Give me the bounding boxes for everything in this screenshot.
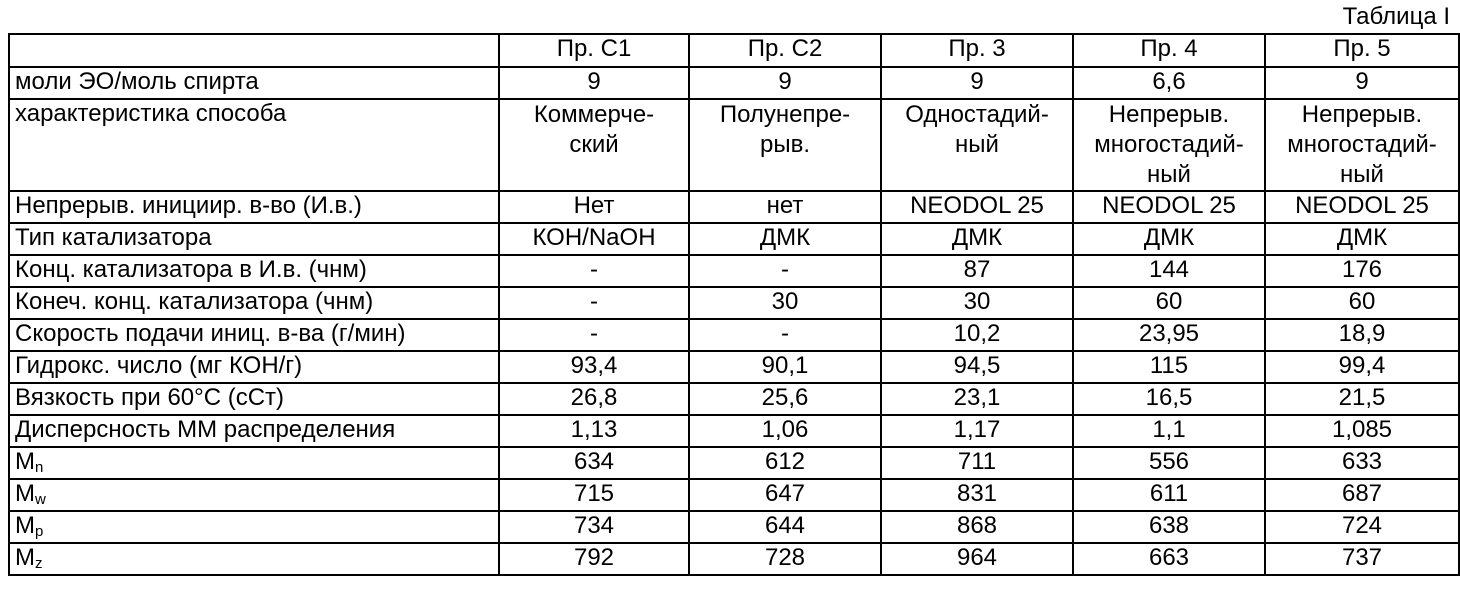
row-label-text: M: [15, 512, 35, 539]
table-cell: 60: [1073, 287, 1265, 319]
row-label-text: Конеч. конц. катализатора (чнм): [15, 288, 374, 315]
row-label-text: Конц. катализатора в И.в. (чнм): [15, 256, 367, 283]
row-label-text: Скорость подачи иниц. в-ва (г/мин): [15, 320, 406, 347]
table-cell: 634: [499, 447, 689, 479]
header-corner-cell: [9, 34, 499, 67]
table-cell: 868: [881, 511, 1073, 543]
table-cell: ДМК: [689, 223, 881, 255]
table-cell: 715: [499, 479, 689, 511]
data-table: [8, 33, 1460, 576]
table-cell-line: Непрерыв.: [1301, 101, 1423, 128]
table-cell: 94,5: [881, 351, 1073, 383]
table-cell: 25,6: [689, 383, 881, 415]
table-cell: 115: [1073, 351, 1265, 383]
table-row: [9, 223, 1459, 255]
table-body: [9, 34, 1459, 575]
table-row: [9, 351, 1459, 383]
table-cell-line: многостадий-: [1094, 131, 1244, 158]
row-label: [9, 287, 499, 319]
table-cell: 18,9: [1265, 319, 1459, 351]
table-cell: 633: [1265, 447, 1459, 479]
table-cell-line: рыв.: [759, 131, 810, 158]
table-cell: 60: [1265, 287, 1459, 319]
table-cell: 6,6: [1073, 67, 1265, 99]
row-label-text: Непрерыв. инициир. в-во (И.в.): [15, 192, 362, 219]
table-row: [9, 191, 1459, 223]
table-cell: 638: [1073, 511, 1265, 543]
table-cell: 687: [1265, 479, 1459, 511]
row-label-subscript: p: [35, 523, 44, 540]
row-label: [9, 223, 499, 255]
row-label-subscript: z: [35, 555, 43, 572]
table-cell: 21,5: [1265, 383, 1459, 415]
row-label: [9, 511, 499, 543]
table-cell: ДМК: [1073, 223, 1265, 255]
table-cell: 176: [1265, 255, 1459, 287]
table-cell: [689, 99, 881, 191]
column-header: Пр. С1: [499, 34, 689, 67]
table-row: [9, 447, 1459, 479]
table-cell-line: ный: [1340, 161, 1384, 188]
table-row: [9, 479, 1459, 511]
table-cell: ДМК: [881, 223, 1073, 255]
table-cell: 647: [689, 479, 881, 511]
table-cell: нет: [689, 191, 881, 223]
row-label: [9, 351, 499, 383]
table-row: [9, 511, 1459, 543]
table-cell: 556: [1073, 447, 1265, 479]
row-label: [9, 255, 499, 287]
table-caption: Таблица I: [1342, 3, 1450, 30]
table-cell: 144: [1073, 255, 1265, 287]
column-header: Пр. 5: [1265, 34, 1459, 67]
table-cell: 644: [689, 511, 881, 543]
table-cell: 9: [881, 67, 1073, 99]
table-cell-line: Непрерыв.: [1108, 101, 1230, 128]
table-cell: 9: [1265, 67, 1459, 99]
table-cell: -: [499, 287, 689, 319]
table-cell: 792: [499, 543, 689, 575]
table-cell-line: ный: [955, 131, 999, 158]
table-cell: 16,5: [1073, 383, 1265, 415]
table-cell: 1,1: [1073, 415, 1265, 447]
table-cell-line: Одностадий-: [905, 101, 1049, 128]
table-cell: 711: [881, 447, 1073, 479]
table-cell: 1,085: [1265, 415, 1459, 447]
row-label-text: характеристика способа: [15, 100, 287, 127]
table-cell: NEODOL 25: [1073, 191, 1265, 223]
table-cell: 1,13: [499, 415, 689, 447]
row-label-text: Тип катализатора: [15, 224, 212, 251]
table-cell: 23,1: [881, 383, 1073, 415]
table-cell: 99,4: [1265, 351, 1459, 383]
table-cell: 612: [689, 447, 881, 479]
row-label: [9, 447, 499, 479]
table-row: [9, 255, 1459, 287]
header-row: [9, 34, 1459, 67]
row-label-text: M: [15, 448, 35, 475]
table-cell: -: [689, 255, 881, 287]
table-cell: КОН/NaOH: [499, 223, 689, 255]
table-cell: 737: [1265, 543, 1459, 575]
row-label-subscript: w: [35, 491, 46, 508]
table-cell: 30: [689, 287, 881, 319]
table-cell: 663: [1073, 543, 1265, 575]
row-label-text: моли ЭО/моль спирта: [15, 68, 259, 95]
row-label: [9, 67, 499, 99]
table-cell: [499, 99, 689, 191]
table-cell: 724: [1265, 511, 1459, 543]
table-row: [9, 99, 1459, 191]
table-cell: 1,06: [689, 415, 881, 447]
column-header: Пр. 3: [881, 34, 1073, 67]
table-cell: 9: [499, 67, 689, 99]
table-cell: 9: [689, 67, 881, 99]
table-cell: 87: [881, 255, 1073, 287]
table-cell: [881, 99, 1073, 191]
table-cell: [1265, 99, 1459, 191]
column-header: Пр. С2: [689, 34, 881, 67]
row-label-text: Вязкость при 60°С (сСт): [15, 384, 285, 411]
row-label-text: M: [15, 480, 35, 507]
table-cell: 93,4: [499, 351, 689, 383]
table-cell: 90,1: [689, 351, 881, 383]
row-label-subscript: n: [35, 459, 44, 476]
row-label: [9, 479, 499, 511]
table-row: [9, 383, 1459, 415]
row-label-text: Дисперсность ММ распределения: [15, 416, 396, 443]
table-cell: 831: [881, 479, 1073, 511]
row-label: [9, 191, 499, 223]
table-cell: -: [689, 319, 881, 351]
table-cell: -: [499, 319, 689, 351]
row-label: [9, 99, 499, 191]
row-label-text: Гидрокс. число (мг КОН/г): [15, 352, 303, 379]
row-label: [9, 415, 499, 447]
table-cell: 1,17: [881, 415, 1073, 447]
row-label-text: M: [15, 544, 35, 571]
table-cell-line: ный: [1147, 161, 1191, 188]
table-cell: 26,8: [499, 383, 689, 415]
table-row: [9, 287, 1459, 319]
table-cell-line: Полунепре-: [719, 101, 851, 128]
table-cell: 30: [881, 287, 1073, 319]
table-cell: NEODOL 25: [881, 191, 1073, 223]
row-label: [9, 319, 499, 351]
table-cell: 10,2: [881, 319, 1073, 351]
table-cell: 734: [499, 511, 689, 543]
table-row: [9, 67, 1459, 99]
table-cell-line: ский: [569, 131, 619, 158]
table-cell: 728: [689, 543, 881, 575]
table-cell-line: многостадий-: [1287, 131, 1437, 158]
table-cell: -: [499, 255, 689, 287]
table-row: [9, 415, 1459, 447]
row-label: [9, 543, 499, 575]
table-cell: [1073, 99, 1265, 191]
table-cell-line: Коммерче-: [533, 101, 655, 128]
table-cell: 23,95: [1073, 319, 1265, 351]
table-row: [9, 543, 1459, 575]
row-label: [9, 383, 499, 415]
column-header: Пр. 4: [1073, 34, 1265, 67]
table-cell: Нет: [499, 191, 689, 223]
table-cell: 611: [1073, 479, 1265, 511]
table-cell: 964: [881, 543, 1073, 575]
table-row: [9, 319, 1459, 351]
table-cell: NEODOL 25: [1265, 191, 1459, 223]
table-cell: ДМК: [1265, 223, 1459, 255]
